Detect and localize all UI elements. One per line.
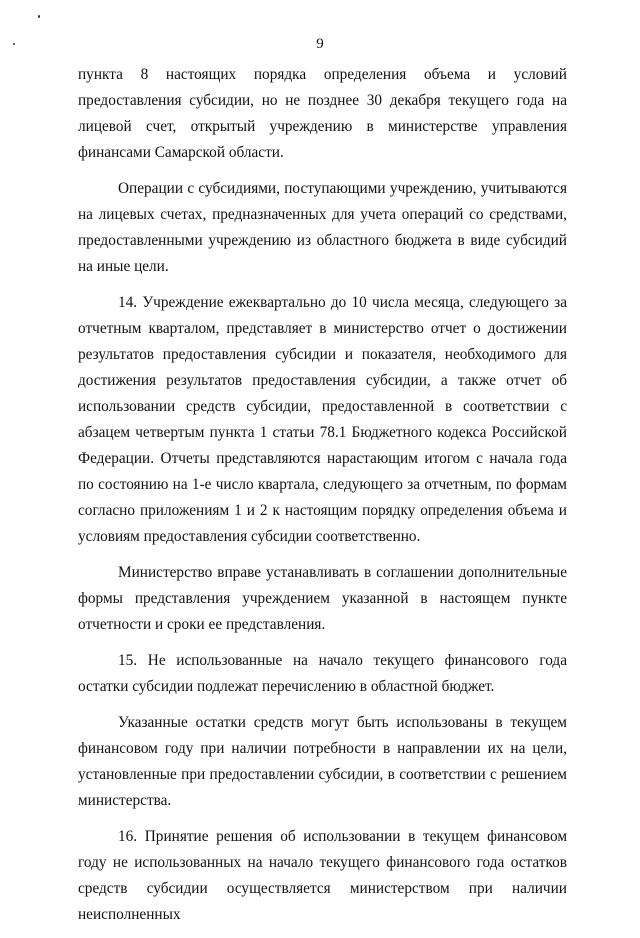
paragraph: пункта 8 настоящих порядка определения объема и условий предоставления субсидии, но не позднее 30 декабря текущего года на лицевой счет, открытый учреждению в министерстве управления финансами Самарской области. xyxy=(78,66,567,161)
page-number: 9 xyxy=(316,36,324,52)
document-body xyxy=(78,62,567,938)
scan-speck xyxy=(38,15,40,18)
paragraph: 14. Учреждение ежеквартально до 10 числа месяца, следующего за отчетным кварталом, представляет в министерство отчет о достижении результатов предоставления субсидии и показателя, необходимого для достижения результатов предоставления субсидии, а также отчет об использовании средств субсидии, предоставленной в соответствии с абзацем четвертым пункта 1 статьи 78.1 Бюджетного кодекса Российской Федерации. Отчеты представляются нарастающим итогом с начала года по состоянию на 1-е число квартала, следующего за отчетным, по формам согласно приложениям 1 и 2 к настоящим порядку определения объема и условиям предоставления субсидии соответственно. xyxy=(78,294,567,545)
paragraph: Указанные остатки средств могут быть использованы в текущем финансовом году при наличии потребности в направлении их на цели, установленные при предоставлении субсидии, в соответствии с решением министерства. xyxy=(78,714,567,809)
paragraph: Министерство вправе устанавливать в соглашении дополнительные формы представления учреждением указанной в настоящем пункте отчетности и сроки ее представления. xyxy=(78,564,567,633)
paragraph: Операции с субсидиями, поступающими учреждению, учитываются на лицевых счетах, предназначенных для учета операций со средствами, предоставленными учреждению из областного бюджета в виде субсидий на иные цели. xyxy=(78,180,567,275)
paragraph: 15. Не использованные на начало текущего финансового года остатки субсидии подлежат перечислению в областной бюджет. xyxy=(78,652,567,695)
paragraph: 16. Принятие решения об использовании в текущем финансовом году не использованных на начало текущего финансового года остатков средств субсидии осуществляется министерством при наличии неисполненных xyxy=(78,828,567,923)
